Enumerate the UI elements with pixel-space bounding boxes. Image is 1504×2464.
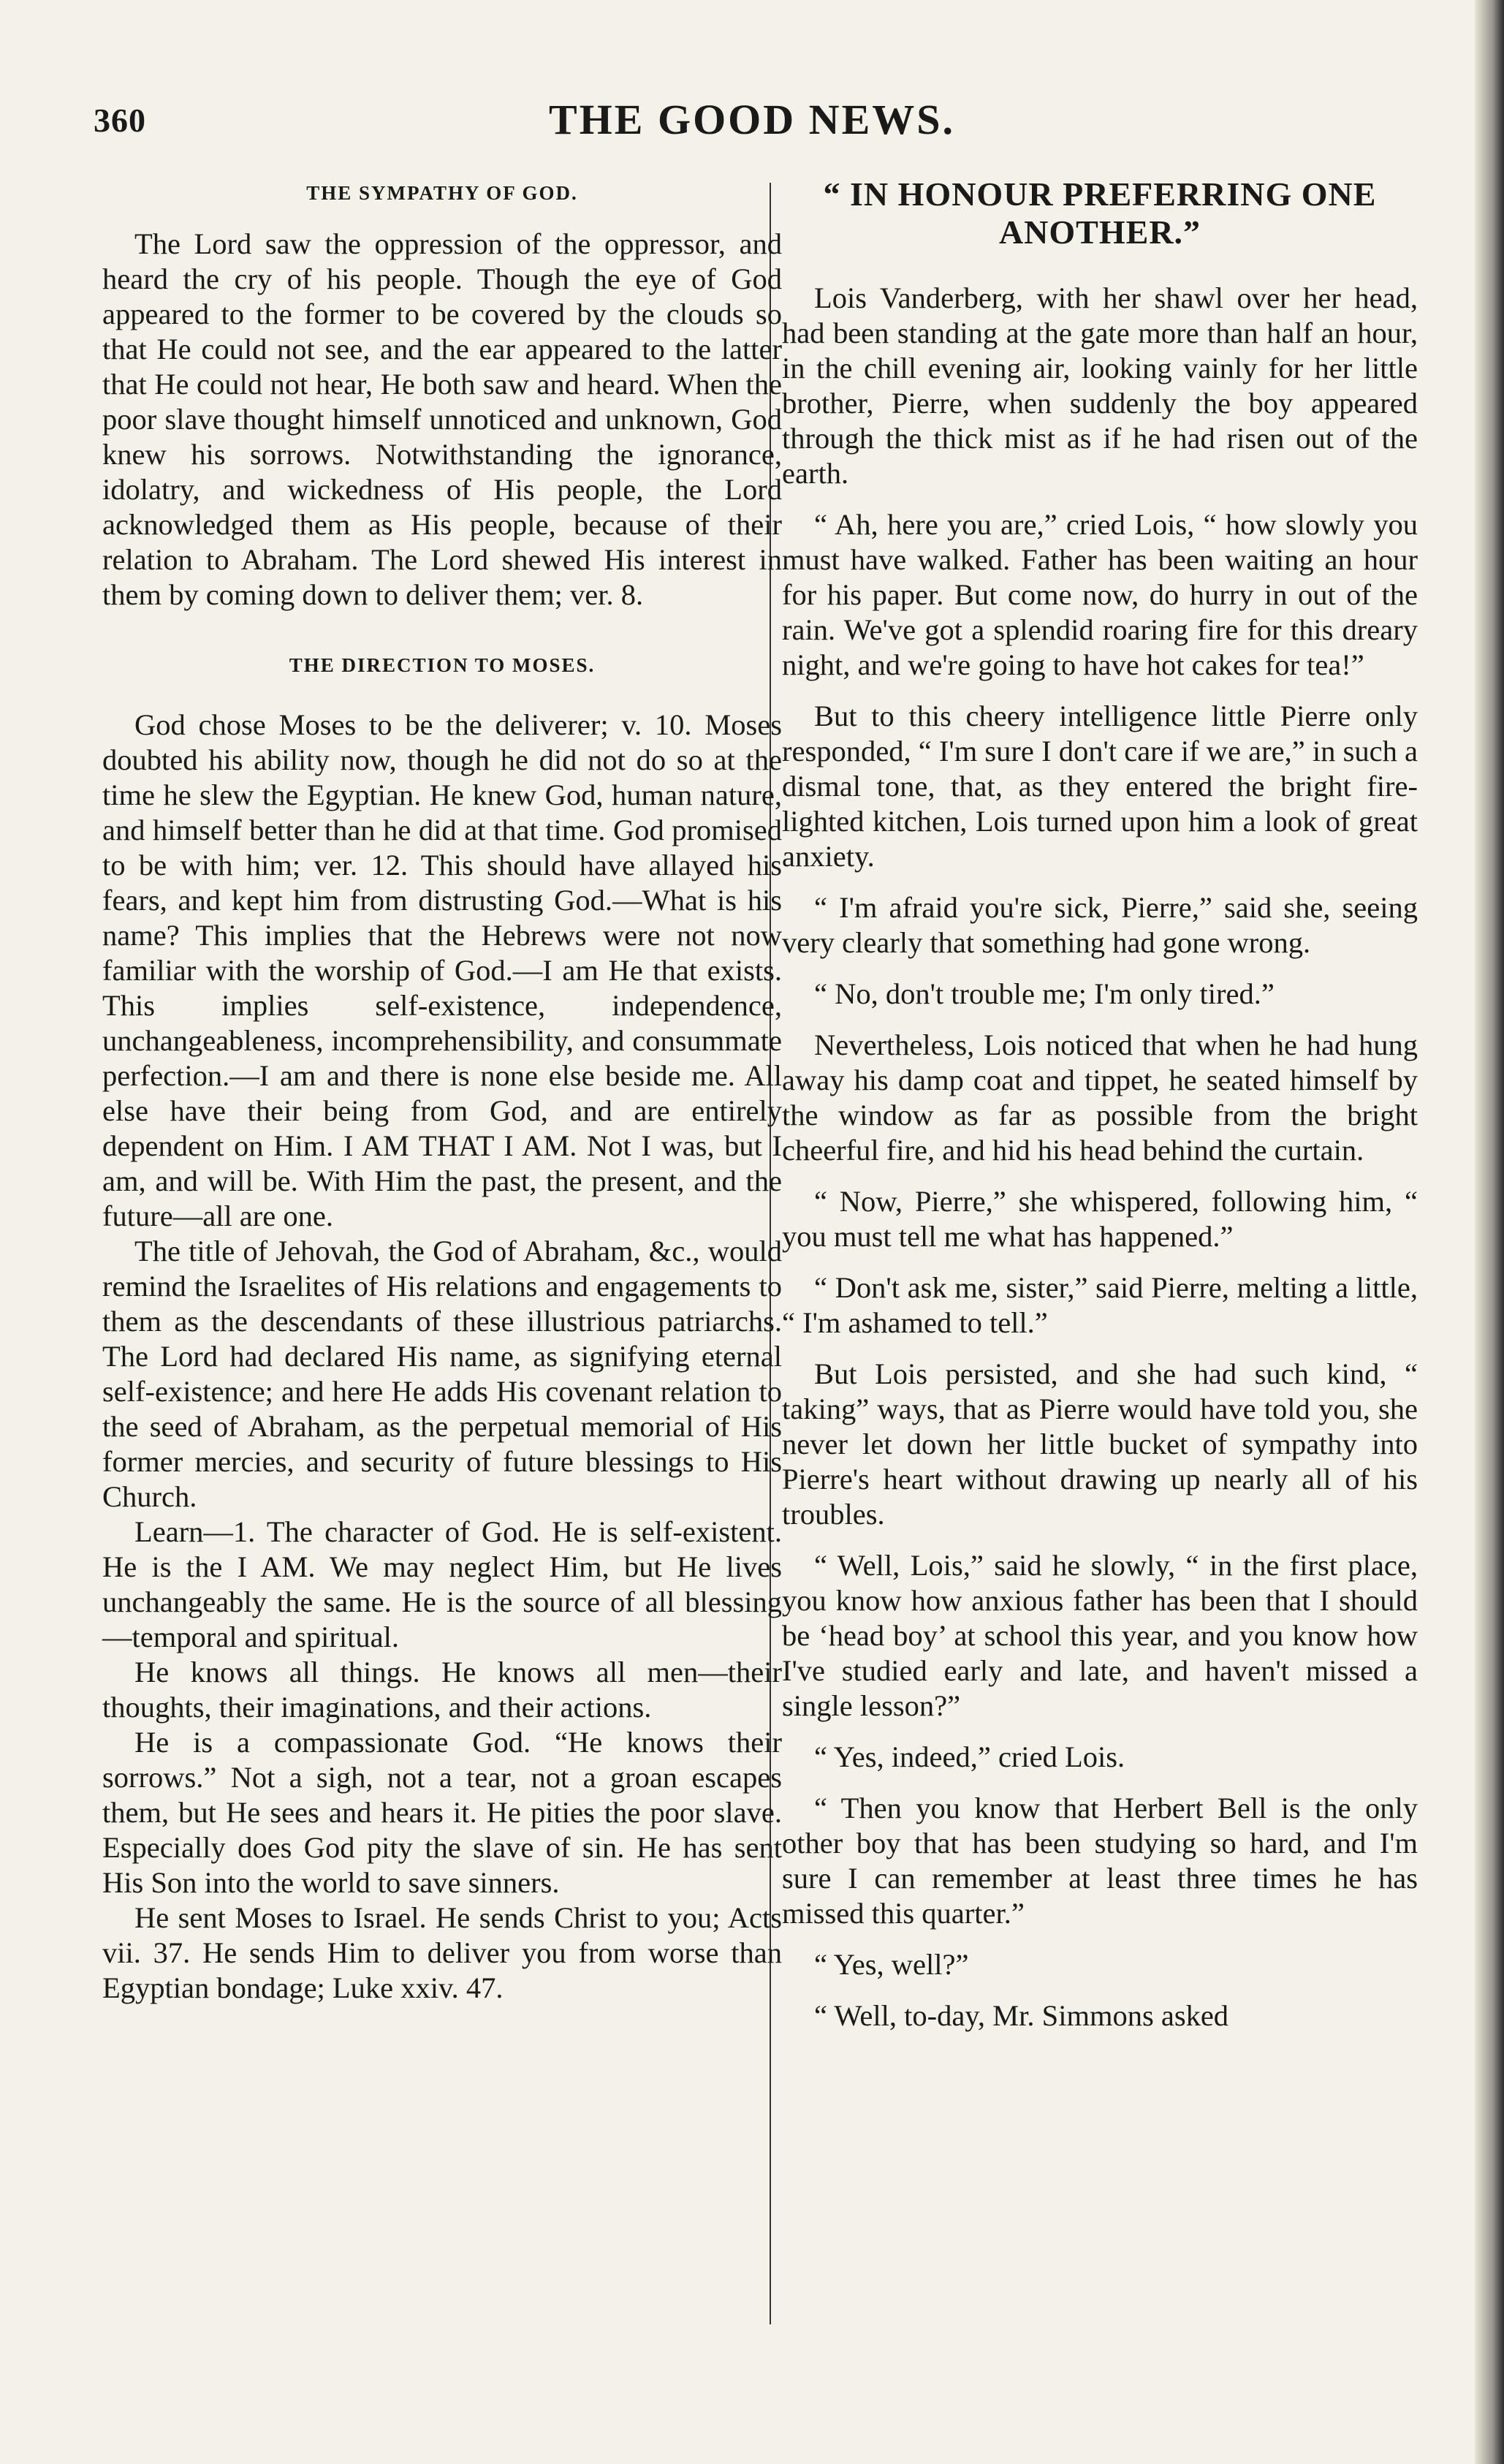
page-title: THE GOOD NEWS. xyxy=(548,96,956,143)
paragraph: “ Yes, indeed,” cried Lois. xyxy=(814,1740,1125,1773)
paragraph: Learn—1. The character of God. He is self-existent. He is the I AM. We may neglect Him, but He lives unchangeably the same. He is the source of all blessing—temporal and spiritual. xyxy=(102,1515,782,1653)
paragraph: “ Then you know that Herbert Bell is the only other boy that has been studying so hard, and I'm sure I can remember at least three times he has missed this quarter.” xyxy=(782,1792,1418,1930)
section-heading-direction: THE DIRECTION TO MOSES. xyxy=(289,654,596,676)
page-edge xyxy=(1475,0,1504,2464)
right-column xyxy=(782,175,1418,2050)
paragraph: He is a compassionate God. “He knows their sorrows.” Not a sigh, not a tear, not a groan escapes them, but He sees and hears it. He pities the poor slave. Especially does God pity the slave of sin. He has sent His Son into the world to save sinners. xyxy=(102,1726,782,1899)
left-column xyxy=(102,175,782,2006)
paragraph: “ I'm afraid you're sick, Pierre,” said she, seeing very clearly that something had gone wrong. xyxy=(782,891,1418,959)
paragraph: “ Now, Pierre,” she whispered, following him, “ you must tell me what has happened.” xyxy=(782,1185,1418,1253)
story-title: “ IN HONOUR PREFERRING ONE ANOTHER.” xyxy=(823,175,1377,251)
paragraph: The title of Jehovah, the God of Abraham, &c., would remind the Israelites of His relations and engagements to them as the descendants of these illustrious patriarchs. The Lord had declared His name, as signifying eternal self-existence; and here He adds His covenant relation to the seed of Abraham, as the perpetual memorial of His former mercies, and security of future blessings to His Church. xyxy=(102,1235,782,1513)
paragraph: “ Well, to-day, Mr. Simmons asked xyxy=(814,1999,1229,2032)
paragraph: “ Don't ask me, sister,” said Pierre, melting a little, “ I'm ashamed to tell.” xyxy=(782,1271,1418,1339)
paragraph: “ No, don't trouble me; I'm only tired.” xyxy=(814,977,1275,1010)
paragraph: “ Yes, well?” xyxy=(814,1948,969,1981)
paragraph: But Lois persisted, and she had such kind, “ taking” ways, that as Pierre would have told you, she never let down her little bucket of sympathy into Pierre's heart without drawing up nearly all of his troubles. xyxy=(782,1357,1418,1531)
page-number: 360 xyxy=(94,102,146,139)
paragraph: Lois Vanderberg, with her shawl over her head, had been standing at the gate more than half an hour, in the chill evening air, looking vainly for her little brother, Pierre, when suddenly the boy appeared through the thick mist as if he had risen out of the earth. xyxy=(782,281,1418,490)
section-heading-sympathy: THE SYMPATHY OF GOD. xyxy=(306,182,578,204)
paragraph: God chose Moses to be the deliverer; v. 10. Moses doubted his ability now, though he did not do so at the time he slew the Egyptian. He knew God, human nature, and himself better than he did at that time. God promised to be with him; ver. 12. This should have allayed his fears, and kept him from distrusting God.—What is his name? This implies that the Hebrews were not now familiar with the worship of God.—I am He that exists. This implies self-existence, independence, unchangeableness, incomprehensibility, and consummate perfection.—I am and there is none else beside me. All else have their being from God, and are entirely dependent on Him. I AM THAT I AM. Not I was, but I am, and will be. With Him the past, the present, and the future—all are one. xyxy=(102,708,782,1232)
paragraph: The Lord saw the oppression of the oppressor, and heard the cry of his people. Though the eye of God appeared to the former to be covered by the clouds so that He could not see, and the ear appeared to the latter that He could not hear, He both saw and heard. When the poor slave thought himself unnoticed and unknown, God knew his sorrows. Notwithstanding the ignorance, idolatry, and wickedness of His people, the Lord acknowledged them as His people, because of their relation to Abraham. The Lord shewed His interest in them by coming down to deliver them; ver. 8. xyxy=(102,227,782,611)
paragraph: He sent Moses to Israel. He sends Christ to you; Acts vii. 37. He sends Him to deliver you from worse than Egyptian bondage; Luke xxiv. 47. xyxy=(102,1901,782,2004)
paragraph: “ Well, Lois,” said he slowly, “ in the first place, you know how anxious father has been that I should be ‘head boy’ at school this year, and you know how I've studied early and late, and haven't missed a single lesson?” xyxy=(782,1549,1418,1722)
paragraph: “ Ah, here you are,” cried Lois, “ how slowly you must have walked. Father has been waiting an hour for his paper. But come now, do hurry in out of the rain. We've got a splendid roaring fire for this dreary night, and we're going to have hot cakes for tea!” xyxy=(782,508,1418,681)
paragraph: But to this cheery intelligence little Pierre only responded, “ I'm sure I don't care if we are,” in such a dismal tone, that, as they entered the bright fire-lighted kitchen, Lois turned upon him a look of great anxiety. xyxy=(782,700,1418,873)
paragraph: Nevertheless, Lois noticed that when he had hung away his damp coat and tippet, he seated himself by the window as far as possible from the bright cheerful fire, and hid his head behind the curtain. xyxy=(782,1028,1418,1167)
paragraph: He knows all things. He knows all men—their thoughts, their imaginations, and their actions. xyxy=(102,1656,782,1724)
